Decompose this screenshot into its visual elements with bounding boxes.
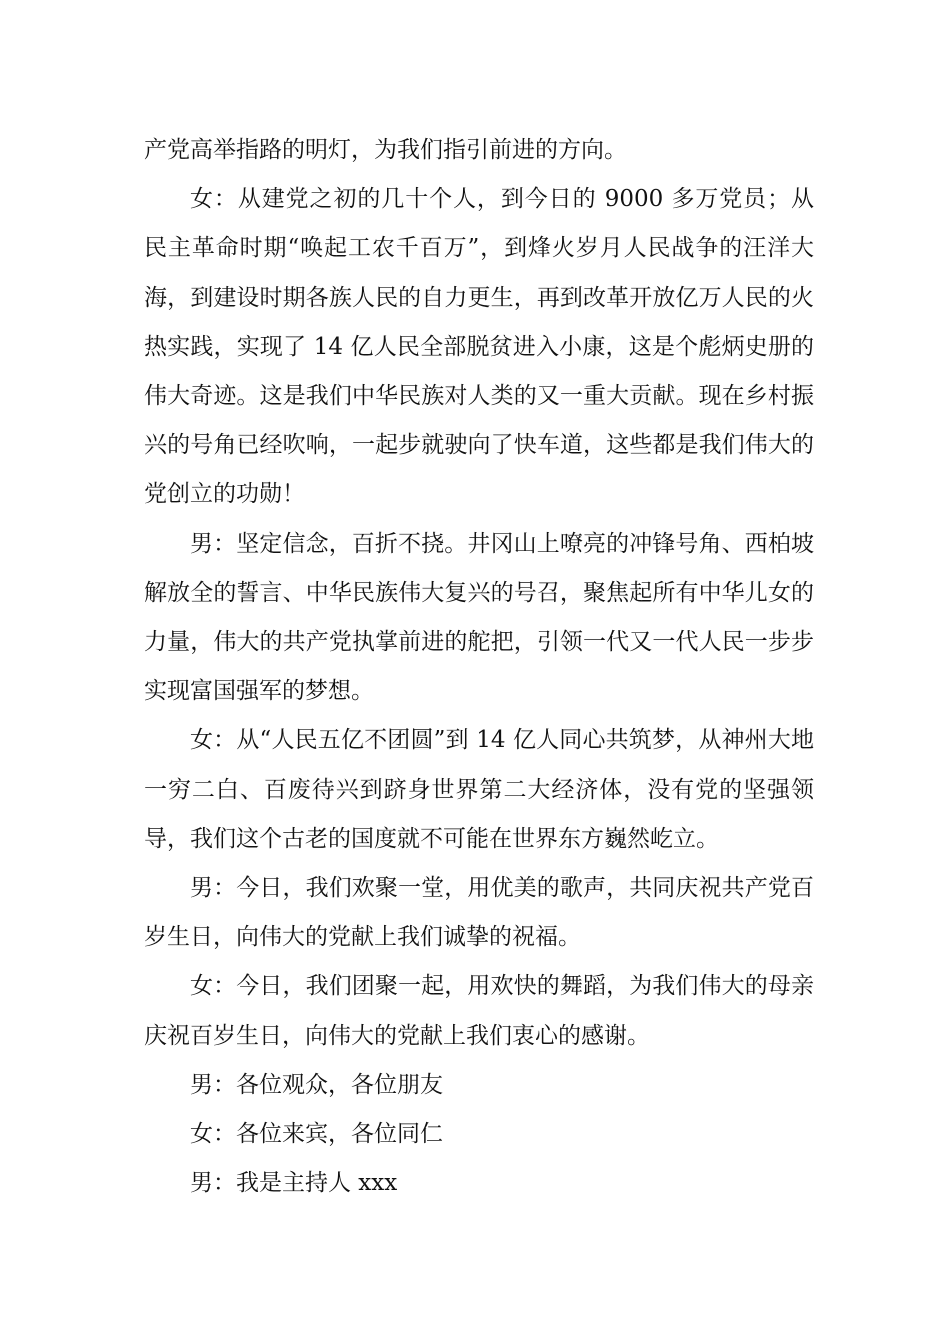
paragraph: 男：今日，我们欢聚一堂，用优美的歌声，共同庆祝共产党百岁生日，向伟大的党献上我们诚挚的祝福。	[144, 875, 814, 951]
paragraph: 女：从建党之初的几十个人，到今日的 9000 多万党员；从民主革命时期“唤起工农千百万”，到烽火岁月人民战争的汪洋大海，到建设时期各族人民的自力更生，再到改革开放亿万人民的火热实践，实现了 14 亿人民全部脱贫进入小康，这是个彪炳史册的伟大奇迹。这是我们中华民族对人类的又一重大贡献。现在乡村振兴的号角已经吹响，一起步就驶向了快车道，这些都是我们伟大的党创立的功勋！	[144, 186, 814, 508]
paragraph: 男：各位观众，各位朋友	[190, 1071, 443, 1098]
paragraph: 男：坚定信念，百折不挠。井冈山上嘹亮的冲锋号角、西柏坡解放全的誓言、中华民族伟大复兴的号召，聚焦起所有中华儿女的力量，伟大的共产党执掌前进的舵把，引领一代又一代人民一步步实现富国强军的梦想。	[144, 530, 814, 705]
paragraph: 产党高举指路的明灯，为我们指引前进的方向。	[144, 137, 627, 163]
paragraph: 女：今日，我们团聚一起，用欢快的舞蹈，为我们伟大的母亲庆祝百岁生日，向伟大的党献上我们衷心的感谢。	[144, 973, 814, 1049]
document-body	[144, 126, 814, 1208]
paragraph: 女：各位来宾，各位同仁	[190, 1121, 443, 1148]
paragraph: 女：从“人民五亿不团圆”到 14 亿人同心共筑梦，从神州大地一穷二白、百废待兴到跻身世界第二大经济体，没有党的坚强领导，我们这个古老的国度就不可能在世界东方巍然屹立。	[144, 727, 814, 852]
paragraph: 男：我是主持人 xxx	[190, 1170, 398, 1197]
